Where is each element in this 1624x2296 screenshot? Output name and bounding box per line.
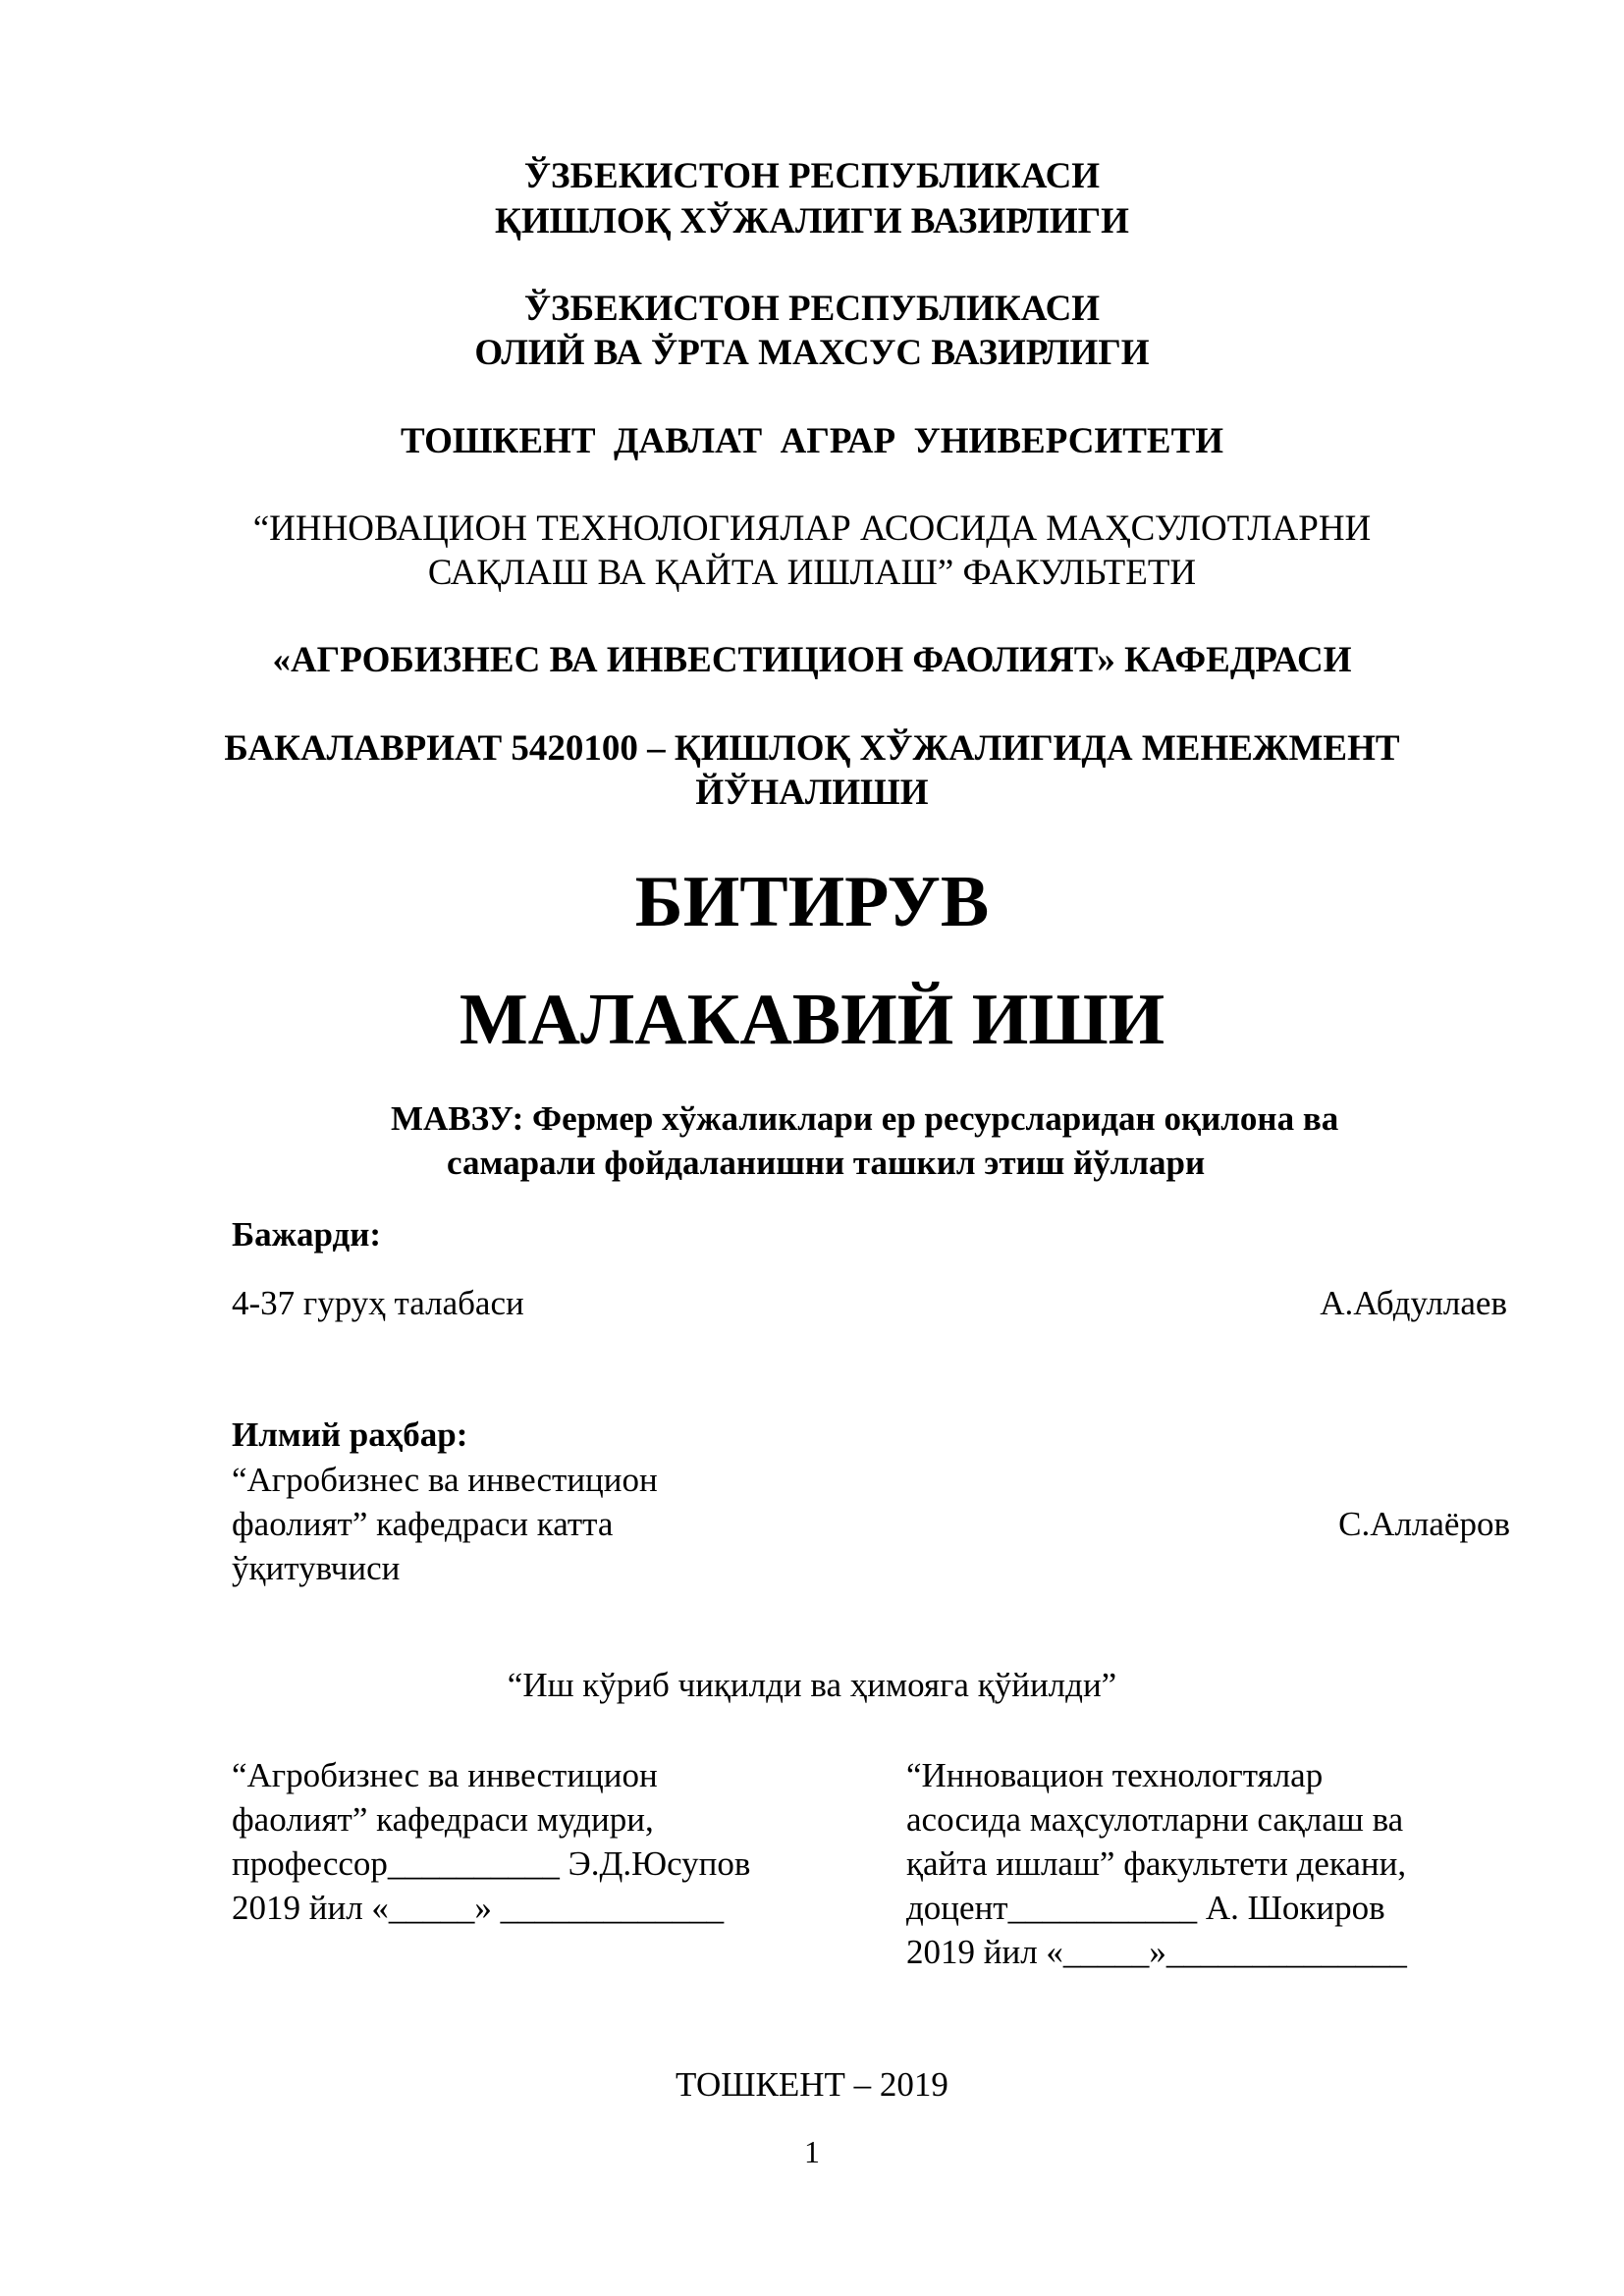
approval-right-line4: доцент___________ А. Шокиров bbox=[906, 1889, 1385, 1927]
approval-statement: “Иш кўриб чиқилди ва ҳимояга қўйилди” bbox=[507, 1666, 1117, 1704]
supervisor-label: Илмий раҳбар: bbox=[232, 1415, 468, 1454]
supervisor-role-line1: “Агробизнес ва инвестицион bbox=[232, 1461, 658, 1499]
approval-left-line3: профессор__________ Э.Д.Юсупов bbox=[232, 1844, 751, 1883]
approval-left-line4: 2019 йил «_____» _____________ bbox=[232, 1889, 725, 1927]
supervisor-role-line2: фаолият” кафедраси катта bbox=[232, 1505, 614, 1543]
city-year: ТОШКЕНТ – 2019 bbox=[676, 2065, 948, 2104]
department-name: «АГРОБИЗНЕС ВА ИНВЕСТИЦИОН ФАОЛИЯТ» КАФЕДРАСИ bbox=[272, 640, 1352, 680]
ministry2-line1: ЎЗБЕКИСТОН РЕСПУБЛИКАСИ bbox=[523, 289, 1101, 329]
program-line2: ЙЎНАЛИШИ bbox=[695, 773, 929, 813]
faculty-line2: САҚЛАШ ВА ҚАЙТА ИШЛАШ” ФАКУЛЬТЕТИ bbox=[427, 553, 1197, 593]
performed-name: А.Абдуллаев bbox=[1320, 1284, 1507, 1322]
title-line2: МАЛАКАВИЙ ИШИ bbox=[459, 980, 1165, 1060]
topic-line2: самарали фойдаланишни ташкил этиш йўллари bbox=[447, 1144, 1206, 1182]
approval-right-line2: асосида маҳсулотларни сақлаш ва bbox=[906, 1800, 1404, 1839]
approval-right-line5: 2019 йил «_____»______________ bbox=[906, 1933, 1407, 1971]
ministry2-line2: ОЛИЙ ВА ЎРТА МАХСУС ВАЗИРЛИГИ bbox=[474, 333, 1150, 373]
approval-right-line1: “Инновацион технологтялар bbox=[906, 1756, 1324, 1794]
university-name: ТОШКЕНТ ДАВЛАТ АГРАР УНИВЕРСИТЕТИ bbox=[400, 421, 1224, 461]
performed-role: 4-37 гуруҳ талабаси bbox=[232, 1284, 524, 1322]
approval-left-line1: “Агробизнес ва инвестицион bbox=[232, 1756, 658, 1794]
program-line1: БАКАЛАВРИАТ 5420100 – ҚИШЛОҚ ХЎЖАЛИГИДА МЕНЕЖМЕНТ bbox=[224, 728, 1400, 769]
page-number: 1 bbox=[804, 2134, 820, 2169]
approval-right-line3: қайта ишлаш” факультети декани, bbox=[906, 1844, 1407, 1883]
faculty-line1: “ИННОВАЦИОН ТЕХНОЛОГИЯЛАР АСОСИДА МАҲСУЛОТЛАРНИ bbox=[252, 508, 1372, 549]
supervisor-role-line3: ўқитувчиси bbox=[232, 1549, 401, 1587]
ministry1-line2: ҚИШЛОҚ ХЎЖАЛИГИ ВАЗИРЛИГИ bbox=[495, 201, 1129, 241]
ministry1-line1: ЎЗБЕКИСТОН РЕСПУБЛИКАСИ bbox=[523, 156, 1101, 196]
title-line1: БИТИРУВ bbox=[634, 862, 990, 942]
topic-line1: МАВЗУ: Фермер хўжаликлари ер ресурсларидан оқилона ва bbox=[391, 1099, 1339, 1138]
performed-label: Бажарди: bbox=[232, 1215, 382, 1254]
approval-left-line2: фаолият” кафедраси мудири, bbox=[232, 1800, 654, 1839]
supervisor-name: С.Аллаёров bbox=[1338, 1505, 1510, 1543]
